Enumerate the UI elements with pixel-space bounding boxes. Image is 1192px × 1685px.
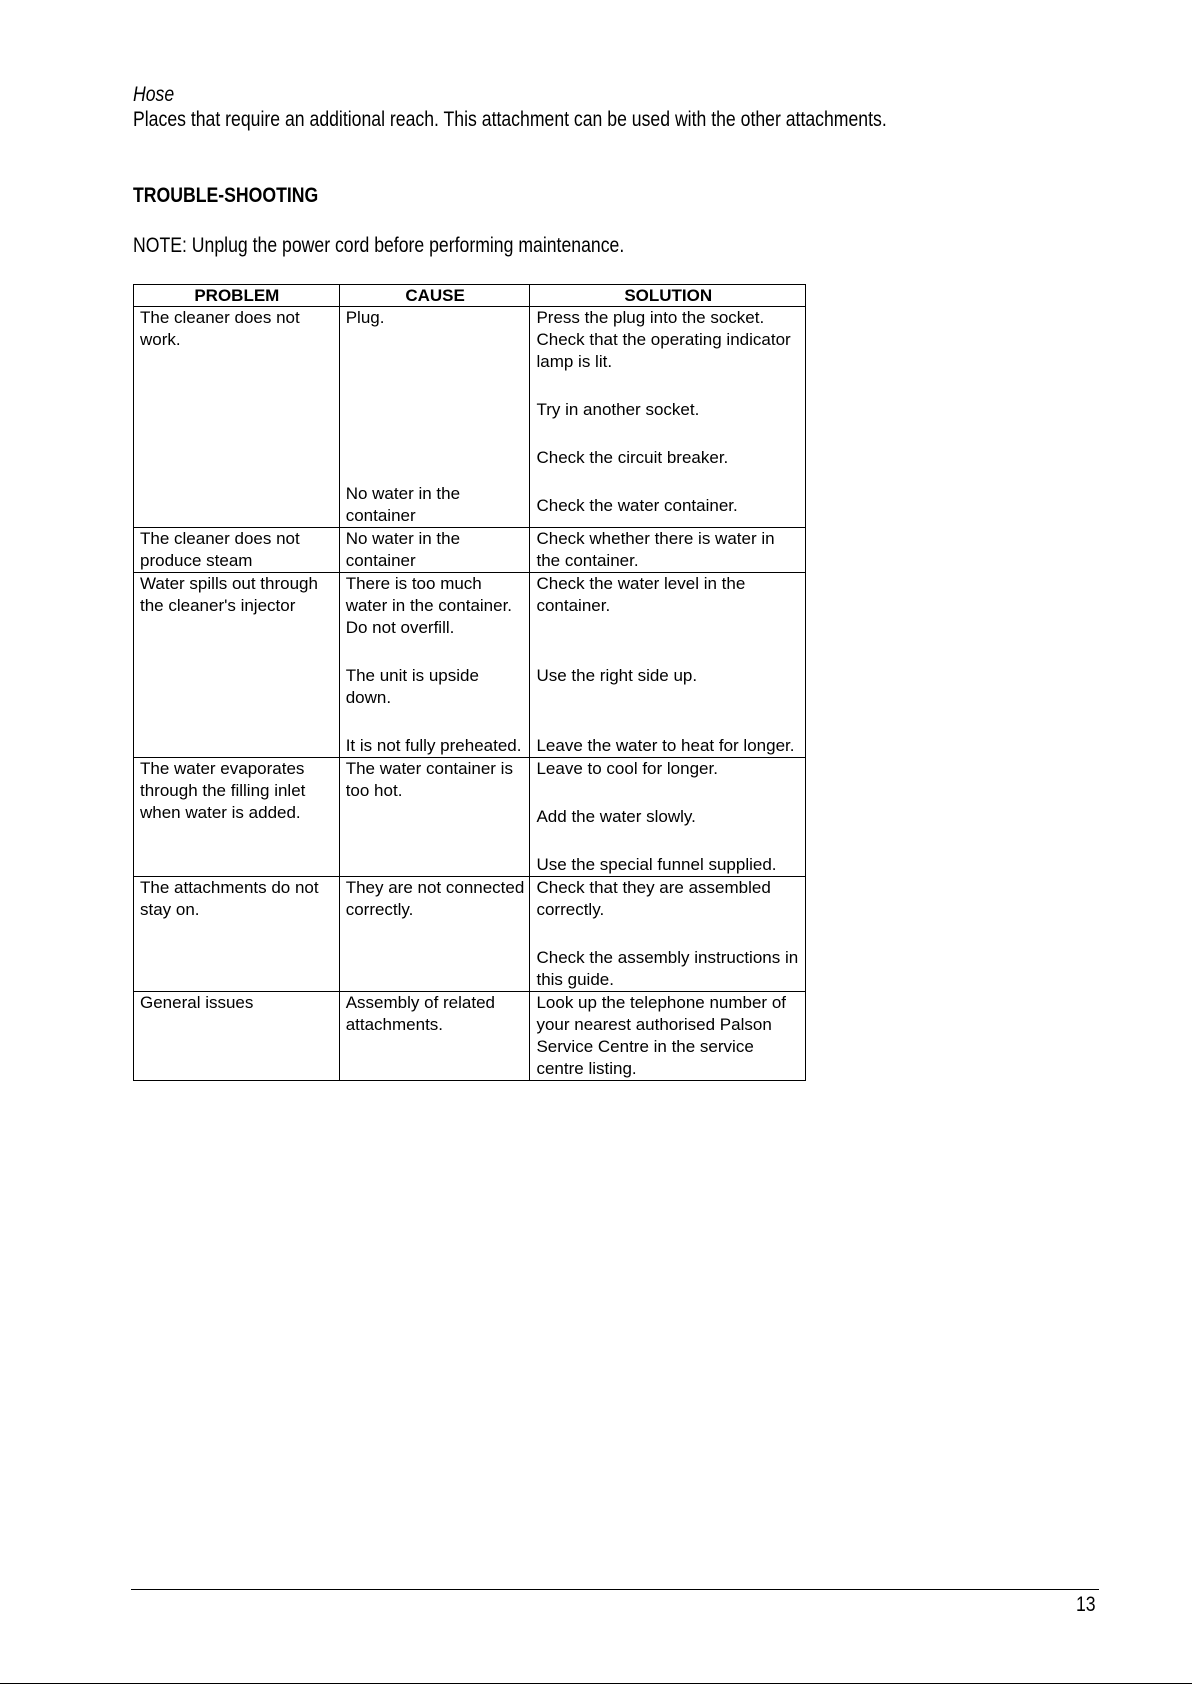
- solution-text: Use the special funnel supplied.: [536, 855, 777, 874]
- header-solution: SOLUTION: [530, 285, 806, 307]
- cause-text: They are not connected correctly.: [345, 878, 525, 919]
- maintenance-note: NOTE: Unplug the power cord before performing maintenance.: [133, 234, 625, 257]
- solution-cell: [530, 877, 806, 992]
- cause-cell: [339, 758, 530, 877]
- cause-text: There is too much water in the container. Do not overfill.: [345, 574, 513, 637]
- table-header-row: [134, 285, 806, 307]
- solution-cell: [530, 307, 806, 528]
- cause-text: Assembly of related attachments.: [345, 993, 495, 1034]
- troubleshooting-table: [133, 284, 806, 1081]
- table-row: [134, 758, 806, 877]
- cause-text: No water in the container: [345, 484, 461, 525]
- hose-heading: Hose: [133, 83, 175, 106]
- solution-text: Check the assembly instructions in this guide.: [536, 948, 799, 989]
- cause-cell: [339, 992, 530, 1081]
- header-problem: PROBLEM: [134, 285, 340, 307]
- problem-text: The cleaner does not produce steam: [140, 529, 300, 570]
- cause-text: The water container is too hot.: [345, 759, 513, 800]
- cause-text: No water in the container: [345, 529, 461, 570]
- problem-cell: [134, 573, 340, 758]
- cause-cell: [339, 877, 530, 992]
- solution-text: Check that they are assembled correctly.: [536, 878, 771, 919]
- solution-text: Check the circuit breaker.: [536, 448, 729, 467]
- problem-cell: [134, 877, 340, 992]
- problem-text: The water evaporates through the filling inlet when water is added.: [140, 759, 306, 822]
- cause-cell: [339, 528, 530, 573]
- problem-text: The attachments do not stay on.: [140, 878, 319, 919]
- cause-text: The unit is upside down.: [345, 666, 479, 707]
- table-row: [134, 877, 806, 992]
- page-bottom-edge: [0, 1683, 1192, 1684]
- problem-cell: [134, 528, 340, 573]
- cause-cell: [339, 573, 530, 758]
- problem-text: Water spills out through the cleaner's injector: [140, 574, 318, 615]
- solution-cell: [530, 992, 806, 1081]
- solution-text: Leave the water to heat for longer.: [536, 736, 795, 755]
- header-cause: CAUSE: [339, 285, 530, 307]
- table-row: [134, 528, 806, 573]
- problem-text: The cleaner does not work.: [140, 308, 300, 349]
- table-row: [134, 992, 806, 1081]
- table-row: [134, 307, 806, 528]
- problem-text: General issues: [140, 993, 254, 1012]
- solution-text: Try in another socket.: [536, 400, 700, 419]
- cause-text: It is not fully preheated.: [345, 736, 522, 755]
- solution-text: Look up the telephone number of your nearest authorised Palson Service Centre in the service centre listing.: [536, 993, 786, 1078]
- solution-text: Use the right side up.: [536, 666, 698, 685]
- cause-cell: [339, 307, 530, 528]
- solution-cell: [530, 573, 806, 758]
- solution-cell: [530, 758, 806, 877]
- solution-text: Check the water level in the container.: [536, 574, 746, 615]
- solution-text: Check the water container.: [536, 496, 738, 515]
- solution-text: Check whether there is water in the container.: [536, 529, 775, 570]
- problem-cell: [134, 758, 340, 877]
- section-title: TROUBLE-SHOOTING: [133, 184, 319, 207]
- problem-cell: [134, 992, 340, 1081]
- solution-text: Press the plug into the socket. Check that the operating indicator lamp is lit.: [536, 308, 791, 371]
- hose-description: Places that require an additional reach. This attachment can be used with the other attachments.: [133, 108, 887, 131]
- solution-cell: [530, 528, 806, 573]
- table-row: [134, 573, 806, 758]
- cause-text: Plug.: [345, 308, 385, 327]
- solution-text: Add the water slowly.: [536, 807, 696, 826]
- page-number: 13: [1076, 1593, 1096, 1616]
- solution-text: Leave to cool for longer.: [536, 759, 718, 778]
- problem-cell: [134, 307, 340, 528]
- footer-divider: [131, 1589, 1099, 1590]
